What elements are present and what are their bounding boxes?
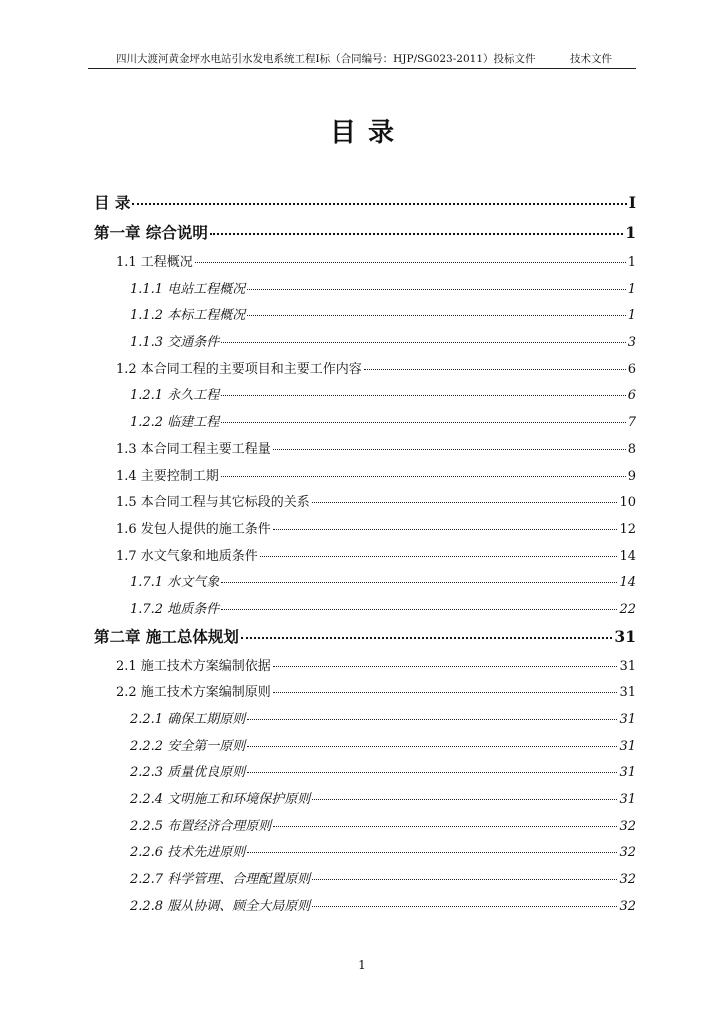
toc-dot-leader <box>241 637 613 639</box>
toc-dot-leader <box>247 772 617 773</box>
toc-entry-label: 2.2.1 确保工期原则 <box>130 712 246 727</box>
toc-entry-page: 32 <box>619 898 636 914</box>
toc-entry-label: 2.2.4 文明施工和环境保护原则 <box>130 792 311 808</box>
toc-dot-leader <box>273 449 626 450</box>
toc-entry-label: 1.7.2 地质条件 <box>130 601 220 617</box>
toc-entry-label: 1.1.3 交通条件 <box>130 335 220 351</box>
toc-entry-label: 2.2.3 质量优良原则 <box>130 765 246 781</box>
toc-entry-page: 14 <box>619 575 636 591</box>
toc-chapter-entry[interactable] <box>94 188 636 218</box>
toc-dot-leader <box>247 315 626 316</box>
toc-subsection-entry[interactable] <box>94 838 636 865</box>
toc-entry-page: 10 <box>619 495 636 511</box>
toc-entry-label: 2.2.8 服从协调、顾全大局原则 <box>130 898 311 914</box>
toc-section-entry[interactable] <box>94 355 636 382</box>
toc-entry-page: 1 <box>627 281 636 297</box>
toc-entry-label: 1.1.2 本标工程概况 <box>130 308 246 324</box>
toc-entry-page: 31 <box>619 658 636 674</box>
toc-dot-leader <box>221 609 617 610</box>
toc-dot-leader <box>132 203 626 205</box>
toc-entry-page: 1 <box>625 223 636 242</box>
toc-entry-label: 1.4 主要控制工期 <box>116 468 219 484</box>
toc-entry-label: 1.3 本合同工程主要工程量 <box>116 441 271 457</box>
toc-entry-page: 31 <box>619 738 636 754</box>
toc-entry-page: 31 <box>619 765 636 781</box>
toc-entry-label: 1.2.1 永久工程 <box>130 388 220 404</box>
toc-entry-label: 1.2 本合同工程的主要项目和主要工作内容 <box>116 361 362 377</box>
toc-dot-leader <box>247 852 617 853</box>
toc-entry-label: 1.1 工程概况 <box>116 255 193 270</box>
toc-dot-leader <box>195 262 626 263</box>
toc-entry-label: 1.1.1 电站工程概况 <box>130 281 246 297</box>
toc-subsection-entry[interactable] <box>94 732 636 759</box>
toc-entry-page: 6 <box>627 361 636 377</box>
toc-dot-leader <box>221 476 626 477</box>
toc-dot-leader <box>273 692 618 693</box>
toc-dot-leader <box>312 502 618 503</box>
toc-dot-leader <box>312 906 617 907</box>
toc-dot-leader <box>247 289 626 290</box>
toc-dot-leader <box>221 395 626 396</box>
toc-entry-label: 2.2.2 安全第一原则 <box>130 738 246 754</box>
toc-subsection-entry[interactable] <box>94 865 636 892</box>
toc-dot-leader <box>273 826 617 827</box>
toc-entry-page: 7 <box>627 415 636 431</box>
header-section-label: 技术文件 <box>570 53 612 65</box>
toc-entry-page: 31 <box>619 685 636 701</box>
toc-entry-page: 22 <box>619 601 636 617</box>
toc-entry-page: 32 <box>619 845 636 861</box>
toc-section-entry[interactable] <box>94 542 636 569</box>
toc-section-entry[interactable] <box>94 488 636 515</box>
toc-dot-leader <box>312 799 617 800</box>
toc-subsection-entry[interactable] <box>94 705 636 732</box>
toc-entry-page: 6 <box>627 388 636 404</box>
toc-entry-page: 31 <box>619 792 636 808</box>
toc-chapter-entry[interactable] <box>94 622 636 652</box>
toc-entry-page: 8 <box>627 441 636 457</box>
toc-entry-page: 32 <box>619 872 636 888</box>
toc-entry-label: 第一章 综合说明 <box>94 223 208 242</box>
toc-subsection-entry[interactable] <box>94 812 636 839</box>
page-header <box>88 48 636 69</box>
toc-entry-page: 32 <box>619 818 636 834</box>
toc-entry-label: 2.2.6 技术先进原则 <box>130 845 246 861</box>
toc-subsection-entry[interactable] <box>94 892 636 919</box>
toc-entry-page: 12 <box>619 521 636 537</box>
toc-subsection-entry[interactable] <box>94 301 636 328</box>
toc-dot-leader <box>221 582 617 583</box>
toc-entry-label: 2.2 施工技术方案编制原则 <box>116 685 271 701</box>
toc-subsection-entry[interactable] <box>94 568 636 595</box>
toc-entry-label: 1.7 水文气象和地质条件 <box>116 548 258 564</box>
toc-section-entry[interactable] <box>94 435 636 462</box>
toc-entry-label: 1.2.2 临建工程 <box>130 415 220 431</box>
toc-entry-label: 1.6 发包人提供的施工条件 <box>116 521 271 537</box>
toc-subsection-entry[interactable] <box>94 328 636 355</box>
toc-entry-page: 3 <box>627 335 636 351</box>
toc-entry-label: 1.7.1 水文气象 <box>130 575 220 591</box>
toc-dot-leader <box>210 233 623 235</box>
toc-entry-label: 1.5 本合同工程与其它标段的关系 <box>116 495 310 511</box>
page-title: 目录 <box>329 118 406 148</box>
toc-entry-label: 目 录 <box>94 193 131 212</box>
toc-entry-page: 9 <box>627 468 636 484</box>
toc-subsection-entry[interactable] <box>94 758 636 785</box>
toc-entry-label: 2.2.7 科学管理、合理配置原则 <box>130 872 311 888</box>
toc-chapter-entry[interactable] <box>94 218 636 248</box>
toc-entry-page: 31 <box>614 626 636 646</box>
toc-dot-leader <box>221 342 626 343</box>
toc-entry-page: 14 <box>619 548 636 564</box>
toc-subsection-entry[interactable] <box>94 595 636 622</box>
toc-subsection-entry[interactable] <box>94 381 636 408</box>
toc-dot-leader <box>221 422 626 423</box>
toc-dot-leader <box>312 879 617 880</box>
toc-section-entry[interactable] <box>94 248 636 275</box>
table-of-contents <box>94 188 636 919</box>
toc-entry-label: 2.1 施工技术方案编制依据 <box>116 658 271 674</box>
toc-dot-leader <box>273 529 618 530</box>
toc-dot-leader <box>364 369 626 370</box>
toc-dot-leader <box>247 746 617 747</box>
toc-entry-page: 1 <box>627 255 636 270</box>
toc-entry-label: 2.2.5 布置经济合理原则 <box>130 818 272 834</box>
toc-subsection-entry[interactable] <box>94 408 636 435</box>
toc-dot-leader <box>247 719 617 720</box>
toc-section-entry[interactable] <box>94 678 636 705</box>
toc-entry-page: I <box>628 193 636 212</box>
page-number: 1 <box>358 958 366 972</box>
toc-subsection-entry[interactable] <box>94 275 636 302</box>
toc-section-entry[interactable] <box>94 515 636 542</box>
toc-entry-page: 1 <box>627 308 636 324</box>
header-document-title: 四川大渡河黄金坪水电站引水发电系统工程Ⅰ标（合同编号：HJP/SG023-2011）投标文件 <box>116 53 536 65</box>
toc-section-entry[interactable] <box>94 652 636 679</box>
toc-entry-page: 31 <box>619 712 636 727</box>
toc-entry-label: 第二章 施工总体规划 <box>94 626 239 646</box>
toc-section-entry[interactable] <box>94 462 636 489</box>
toc-dot-leader <box>273 666 618 667</box>
toc-subsection-entry[interactable] <box>94 785 636 812</box>
toc-dot-leader <box>260 556 618 557</box>
